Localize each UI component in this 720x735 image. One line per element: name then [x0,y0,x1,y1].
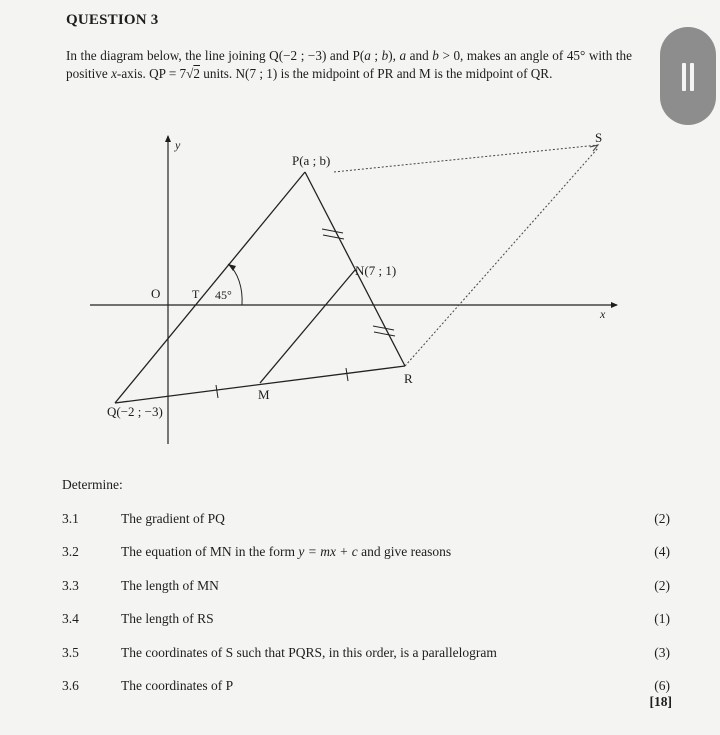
tick-mr [346,368,348,381]
question-marks: (2) [654,578,670,593]
sqrt-radicand: 2 [193,66,200,81]
question-text: The gradient of PQ [121,511,225,526]
total-marks: [18] [649,694,672,709]
question-text-part: and give reasons [357,544,452,559]
question-text-part: The equation of MN in the form [121,544,299,559]
intro-text: > 0, makes an angle of 45° with the positive [66,48,632,81]
label-point-p: P(a ; b) [292,153,331,168]
intro-text: ; [370,48,382,63]
equation-form: y = mx + c [298,544,358,559]
label-point-s: S [595,130,603,145]
intro-text: In the diagram below, the line joining Q(−2 ; −3) and P( [66,48,365,63]
dotted-line-ps [334,145,598,172]
question-number: 3.3 [62,578,79,593]
question-number: 3.1 [62,511,79,526]
label-origin: O [151,286,161,301]
question-text: The coordinates of S such that PQRS, in this order, is a parallelogram [121,645,497,660]
intro-var: x [111,66,117,81]
question-row-3-5 [0,645,720,665]
tick-nr-2 [374,332,395,336]
question-number: 3.4 [62,611,79,626]
question-number: 3.6 [62,678,79,693]
tick-qm [216,385,218,398]
dotted-line-rs [405,148,598,366]
question-number: 3.2 [62,544,79,559]
question-row-3-3 [0,578,720,598]
label-point-m: M [258,387,270,402]
question-marks: (2) [654,511,670,526]
label-point-r: R [404,371,413,386]
intro-var: b [432,48,439,63]
line-mn [260,270,355,383]
tick-pn-2 [323,235,344,239]
label-angle-45: 45° [215,288,232,302]
question-row-3-6 [0,678,720,698]
intro-var: a [399,48,407,63]
intro-text: units. N(7 ; 1) is the midpoint of PR and M is the midpoint of QR. [199,66,553,81]
question-text: The coordinates of P [121,678,234,693]
question-text [121,544,451,560]
line-pq [115,172,305,403]
label-x-axis: x [600,307,606,321]
question-text: The length of RS [121,611,214,626]
tick-nr-1 [373,326,394,330]
label-point-q: Q(−2 ; −3) [107,404,163,419]
label-point-t: T [192,287,200,301]
intro-text: and [406,48,433,63]
label-y-axis: y [175,138,181,152]
intro-var: a [364,48,371,63]
tick-pn-1 [322,229,343,233]
determine-label: Determine: [62,477,123,492]
question-marks: (4) [654,544,670,559]
question-marks: (6) [654,678,670,693]
question-row-3-2 [0,544,720,564]
question-row-3-4 [0,611,720,631]
question-marks: (3) [654,645,670,660]
intro-var: b [381,48,389,63]
question-heading: QUESTION 3 [66,12,159,28]
question-row-3-1 [0,511,720,531]
angle-arrow [228,264,236,271]
label-point-n: N(7 ; 1) [355,263,397,278]
question-number: 3.5 [62,645,79,660]
question-text: The length of MN [121,578,219,593]
question-marks: (1) [654,611,670,626]
intro-text: ), [388,48,400,63]
intro-text: -axis. QP = 7√ [116,66,194,81]
